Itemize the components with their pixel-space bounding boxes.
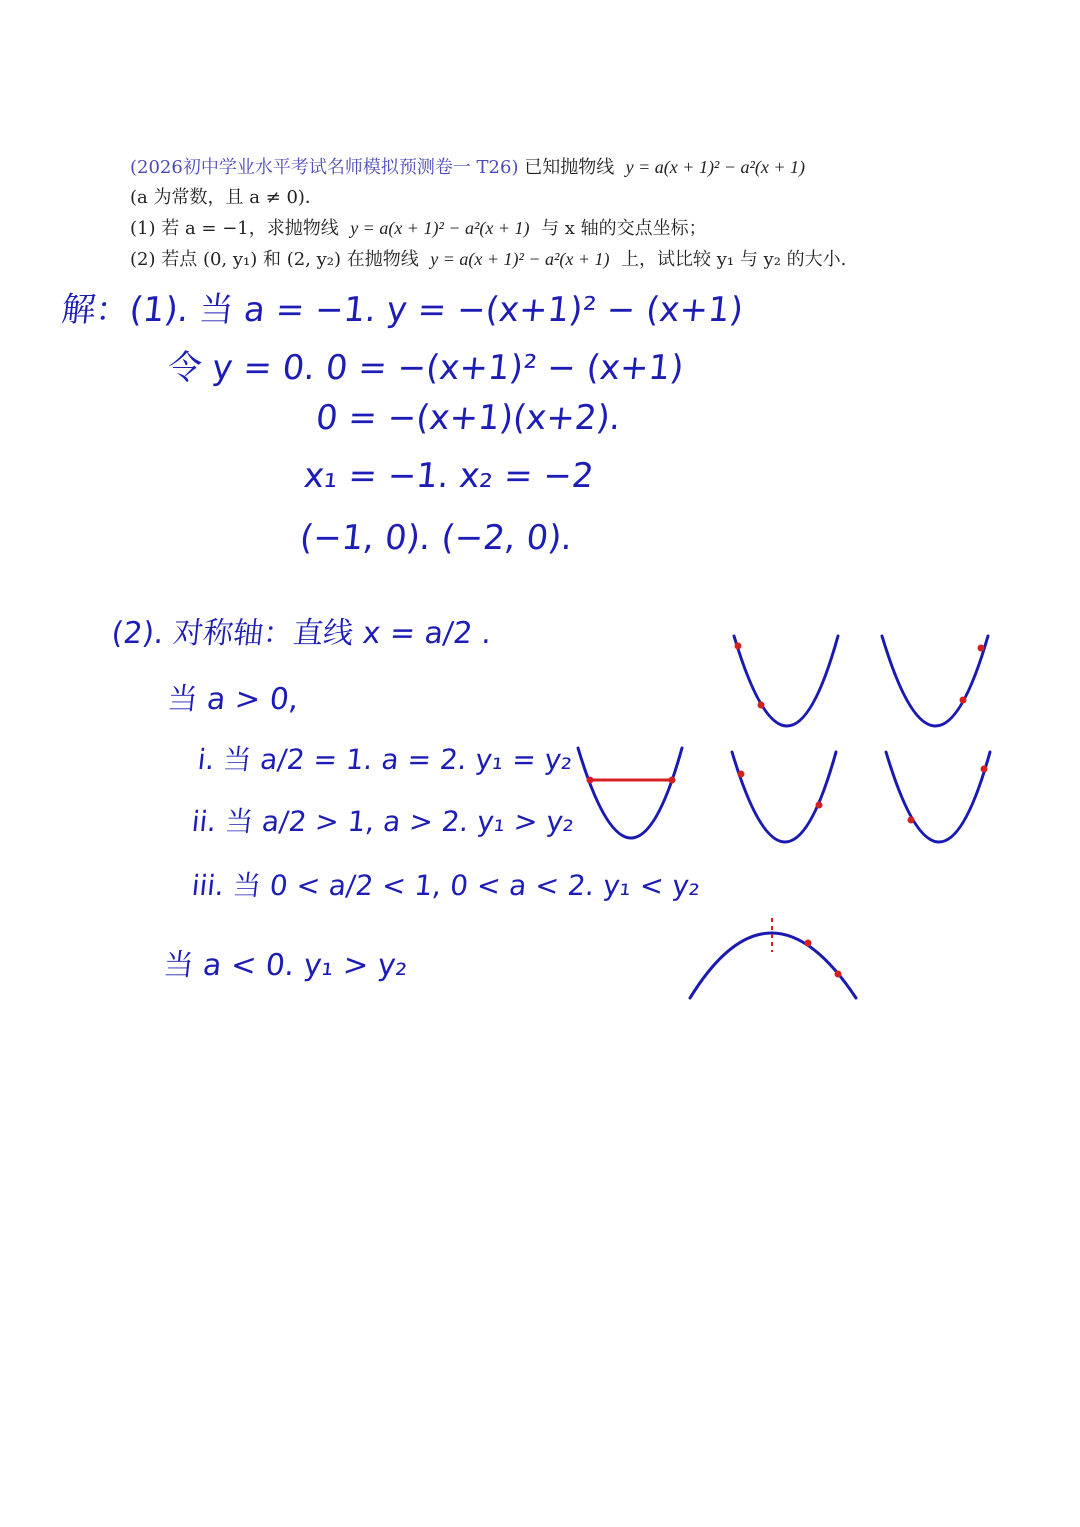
parabola-sketch-mid-left (578, 748, 682, 838)
problem-line-1 (130, 152, 990, 183)
problem-intro: 已知抛物线 (524, 157, 615, 178)
solution-2-line-4: ii. 当 a/2 > 1, a > 2. y₁ > y₂ (190, 805, 577, 838)
solution-1-line-3: 0 = −(x+1)(x+2). (313, 398, 623, 438)
part1-prefix: (1) 若 a = −1，求抛物线 (130, 218, 339, 239)
point-marker (981, 766, 988, 773)
solution-2-line-3: i. 当 a/2 = 1. a = 2. y₁ = y₂ (196, 743, 575, 776)
problem-statement (130, 152, 990, 275)
point-marker (816, 802, 823, 809)
point-marker (978, 645, 985, 652)
parabola-sketch-mid-right (886, 752, 990, 842)
problem-source: (2026初中学业水平考试名师模拟预测卷一 T26) (130, 157, 519, 178)
parabola-sketch-mid-center (732, 752, 836, 842)
solution-2-line-6: 当 a < 0. y₁ > y₂ (161, 948, 410, 983)
solution-2-line-1: (2). 对称轴：直线 x = a/2 . (109, 616, 494, 651)
parabola-sketch-top-left (734, 636, 838, 726)
point-marker (587, 777, 594, 784)
parabola-sketch-downward (690, 933, 856, 998)
solution-1-line-2: 令 y = 0. 0 = −(x+1)² − (x+1) (165, 348, 686, 388)
problem-part-2 (130, 244, 990, 275)
problem-condition: (a 为常数，且 a ≠ 0)． (130, 187, 323, 208)
point-marker (758, 702, 765, 709)
point-marker (835, 971, 842, 978)
problem-equation: y = a(x + 1)² − a²(x + 1) (625, 157, 805, 177)
point-marker (669, 777, 676, 784)
part2-equation: y = a(x + 1)² − a²(x + 1) (430, 249, 610, 269)
point-marker (805, 940, 812, 947)
parabola-sketch-top-right (882, 636, 988, 726)
solution-1-line-1: 解：(1). 当 a = −1. y = −(x+1)² − (x+1) (59, 290, 745, 330)
solution-2-line-5: iii. 当 0 < a/2 < 1, 0 < a < 2. y₁ < y₂ (190, 869, 702, 902)
part1-equation: y = a(x + 1)² − a²(x + 1) (350, 218, 530, 238)
part2-prefix: (2) 若点 (0, y₁) 和 (2, y₂) 在抛物线 (130, 249, 419, 270)
point-marker (738, 771, 745, 778)
solution-1-line-4: x₁ = −1. x₂ = −2 (301, 456, 596, 496)
solution-1-line-5: (−1, 0). (−2, 0). (297, 518, 575, 558)
part1-suffix: 与 x 轴的交点坐标； (540, 218, 707, 239)
point-marker (908, 817, 915, 824)
problem-part-1 (130, 213, 990, 244)
point-marker (960, 697, 967, 704)
part2-suffix: 上，试比较 y₁ 与 y₂ 的大小. (621, 249, 847, 270)
point-marker (735, 643, 742, 650)
solution-2-line-2: 当 a > 0, (165, 682, 301, 717)
